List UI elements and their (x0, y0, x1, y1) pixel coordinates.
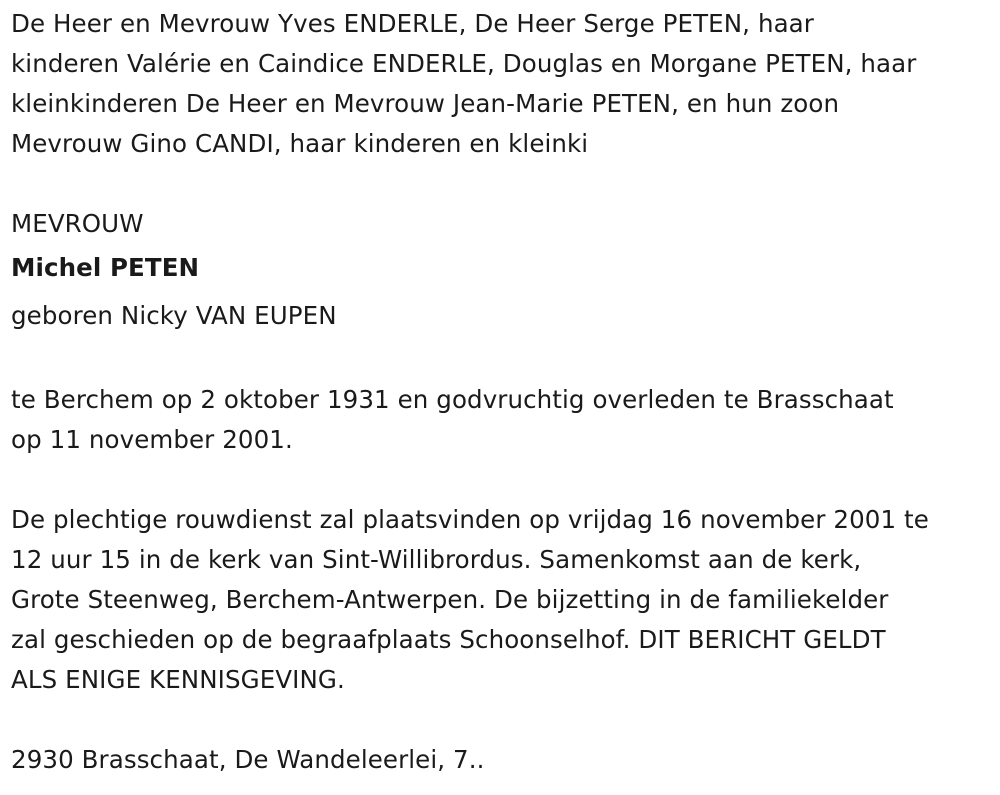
spacer (11, 460, 996, 500)
service-paragraph (11, 500, 996, 700)
intro-line: De Heer en Mevrouw Yves ENDERLE, De Heer Serge PETEN, haar (11, 9, 814, 38)
death-notice (11, 4, 996, 780)
spacer (11, 164, 996, 204)
deceased-block (11, 204, 996, 340)
service-line: Grote Steenweg, Berchem-Antwerpen. De bijzetting in de familiekelder (11, 585, 889, 614)
service-line: ALS ENIGE KENNISGEVING. (11, 665, 345, 694)
address-paragraph (11, 740, 996, 780)
intro-line: Mevrouw Gino CANDI, haar kinderen en kleinki (11, 129, 589, 158)
intro-line: kleinkinderen De Heer en Mevrouw Jean-Marie PETEN, en hun zoon (11, 89, 840, 118)
spacer (11, 700, 996, 740)
service-line: zal geschieden op de begraafplaats Schoonselhof. DIT BERICHT GELDT (11, 625, 886, 654)
address-line: 2930 Brasschaat, De Wandeleerlei, 7.. (11, 745, 485, 774)
dates-line: te Berchem op 2 oktober 1931 en godvruchtig overleden te Brasschaat (11, 385, 894, 414)
intro-paragraph (11, 4, 996, 164)
intro-line: kinderen Valérie en Caindice ENDERLE, Douglas en Morgane PETEN, haar (11, 49, 917, 78)
deceased-name: Michel PETEN (11, 253, 200, 282)
service-line: 12 uur 15 in de kerk van Sint-Willibrordus. Samenkomst aan de kerk, (11, 545, 862, 574)
dates-paragraph (11, 380, 996, 460)
dates-line: op 11 november 2001. (11, 425, 293, 454)
deceased-title: MEVROUW (11, 209, 144, 238)
deceased-birth-name: geboren Nicky VAN EUPEN (11, 301, 337, 330)
spacer (11, 340, 996, 380)
service-line: De plechtige rouwdienst zal plaatsvinden op vrijdag 16 november 2001 te (11, 505, 929, 534)
